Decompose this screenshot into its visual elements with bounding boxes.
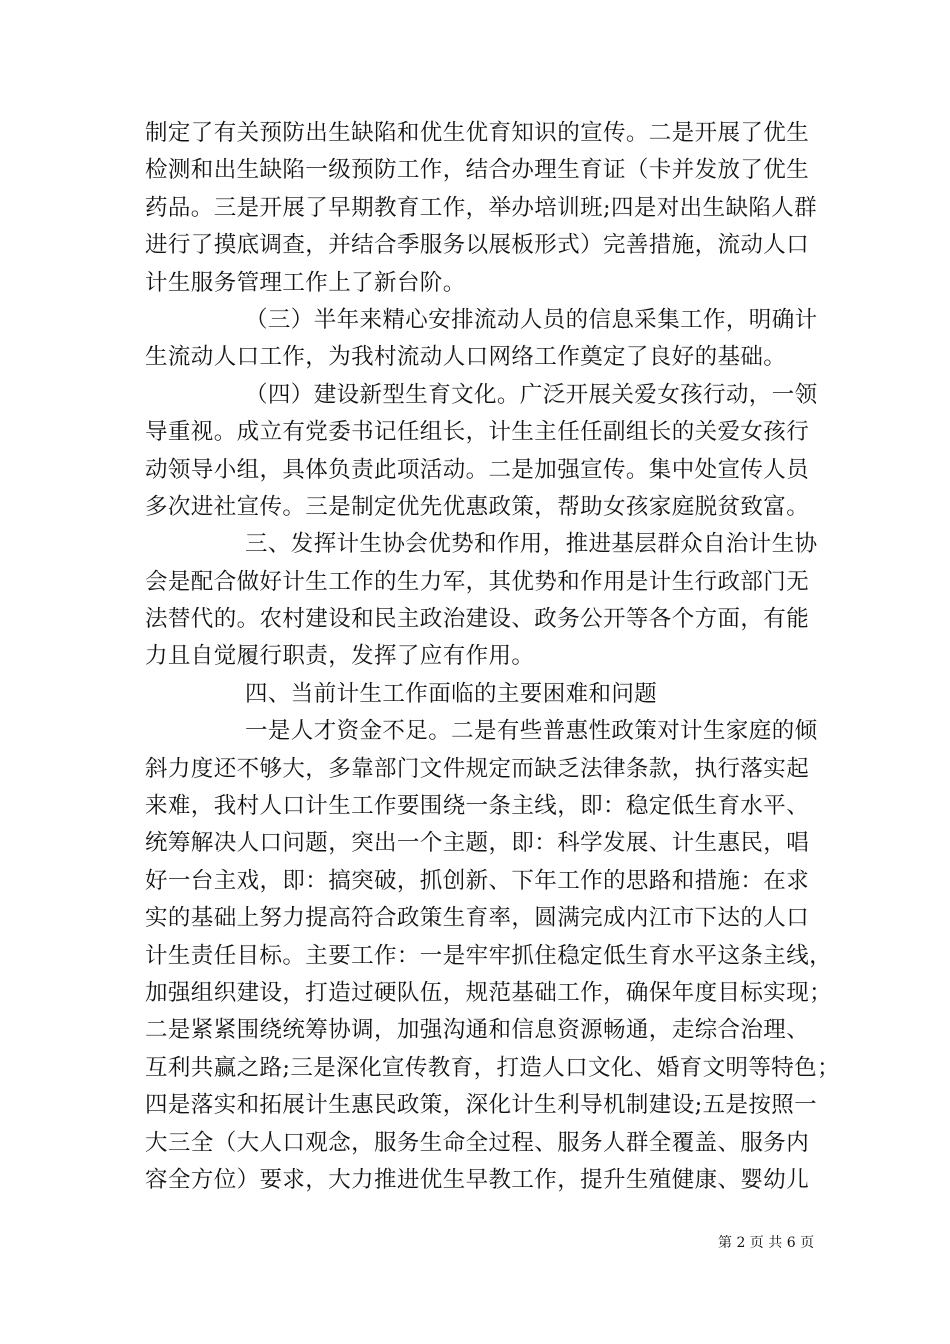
text-line: 药品。三是开展了早期教育工作，举办培训班;四是对出生缺陷人群 — [145, 194, 818, 221]
text-line: 二是紧紧围绕统筹协调，加强沟通和信息资源畅通，走综合治理、 — [145, 1017, 810, 1044]
paragraph-start-line: （三）半年来精心安排流动人员的信息采集工作，明确计 — [245, 306, 818, 333]
text-line: 实的基础上努力提高符合政策生育率，圆满完成内江市下达的人口 — [145, 905, 810, 932]
text-line: 四是落实和拓展计生惠民政策，深化计生利导机制建设;五是按照一 — [145, 1092, 818, 1119]
text-line: 加强组织建设，打造过硬队伍，规范基础工作，确保年度目标实现； — [145, 979, 833, 1006]
text-line: 导重视。成立有党委书记任组长，计生主任任副组长的关爱女孩行 — [145, 419, 810, 446]
text-line: 统筹解决人口问题，突出一个主题，即：科学发展、计生惠民，唱 — [145, 830, 810, 857]
paragraph-start-line: 三、发挥计生协会优势和作用，推进基层群众自治计生协 — [245, 531, 818, 558]
text-line: 大三全（大人口观念，服务生命全过程、服务人群全覆盖、服务内 — [145, 1129, 810, 1156]
text-line: 好一台主戏，即：搞突破，抓创新、下年工作的思路和措施：在求 — [145, 867, 810, 894]
text-line: 斜力度还不够大，多靠部门文件规定而缺乏法律条款，执行落实起 — [145, 755, 810, 782]
text-line: 动领导小组，具体负责此项活动。二是加强宣传。集中处宣传人员 — [145, 456, 810, 483]
text-line: 计生服务管理工作上了新台阶。 — [145, 269, 466, 296]
text-line: 会是配合做好计生工作的生力军，其优势和作用是计生行政部门无 — [145, 568, 810, 595]
text-line: 计生责任目标。主要工作：一是牢牢抓住稳定低生育水平这条主线， — [145, 942, 833, 969]
text-line: 检测和出生缺陷一级预防工作，结合办理生育证（卡并发放了优生 — [145, 157, 810, 184]
section-heading: 四、当前计生工作面临的主要困难和问题 — [245, 680, 658, 707]
text-line: 互利共赢之路;三是深化宣传教育，打造人口文化、婚育文明等特色； — [145, 1054, 840, 1081]
text-line: 来难，我村人口计生工作要围绕一条主线，即：稳定低生育水平、 — [145, 793, 810, 820]
text-line: 容全方位）要求，大力推进优生早教工作，提升生殖健康、婴幼儿 — [145, 1166, 810, 1193]
page-number-footer: 第 2 页 共 6 页 — [718, 1235, 815, 1251]
text-line: 进行了摸底调查，并结合季服务以展板形式）完善措施，流动人口 — [145, 232, 810, 259]
text-line: 法替代的。农村建设和民主政治建设、政务公开等各个方面，有能 — [145, 606, 810, 633]
text-line: 生流动人口工作，为我村流动人口网络工作奠定了良好的基础。 — [145, 344, 787, 371]
paragraph-start-line: （四）建设新型生育文化。广泛开展关爱女孩行动，一领 — [245, 381, 818, 408]
text-line: 多次进社宣传。三是制定优先优惠政策，帮助女孩家庭脱贫致富。 — [145, 493, 810, 520]
paragraph-start-line: 一是人才资金不足。二是有些普惠性政策对计生家庭的倾 — [245, 718, 818, 745]
document-body — [145, 115, 840, 1199]
text-line: 制定了有关预防出生缺陷和优生优育知识的宣传。二是开展了优生 — [145, 120, 810, 146]
text-line: 力且自觉履行职责，发挥了应有作用。 — [145, 643, 535, 670]
